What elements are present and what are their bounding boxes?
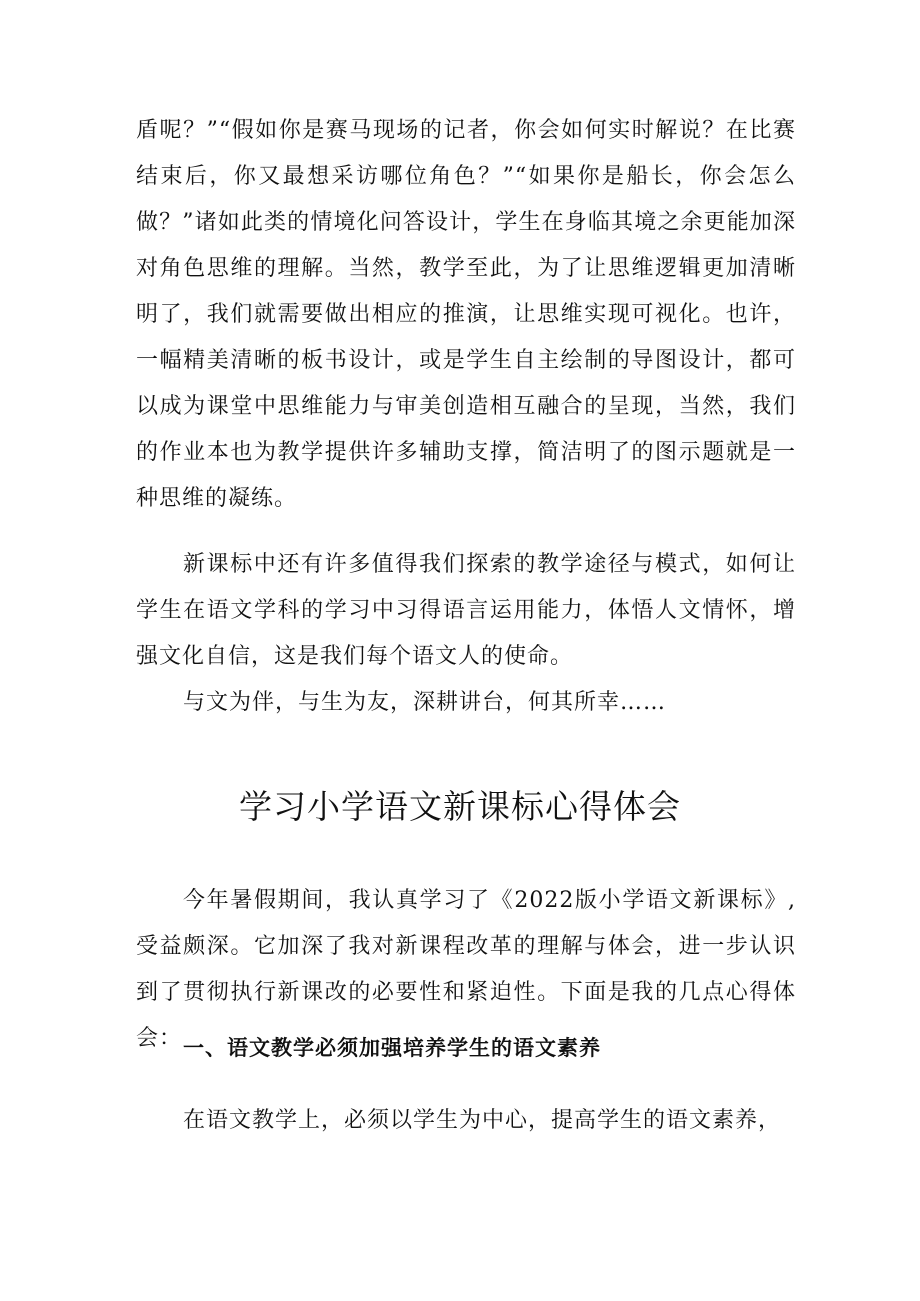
closing-line: 与文为伴，与生为友，深耕讲台，何其所幸…… xyxy=(183,690,667,715)
paragraph-new-curriculum: 新课标中还有许多值得我们探索的教学途径与模式，如何让学生在语文学科的学习中习得语言运用能力，体悟人文情怀，增强文化自信，这是我们每个语文人的使命。 xyxy=(136,552,796,669)
intro-paragraph: 今年暑假期间，我认真学习了《2022版小学语文新课标》,受益颇深。它加深了我对新课程改革的理解与体会，进一步认识到了贯彻执行新课改的必要性和紧迫性。下面是我的几点心得体会： xyxy=(136,888,796,1051)
article-title: 学习小学语文新课标心得体会 xyxy=(239,787,681,826)
section-heading-1: 一、语文教学必须加强培养学生的语文素养 xyxy=(183,1036,601,1060)
paragraph-continuation: 盾呢？”“假如你是赛马现场的记者，你会如何实时解说？在比赛结束后，你又最想采访哪位角色？”“如果你是船长，你会怎么做？”诸如此类的情境化问答设计，学生在身临其境之余更能加深对角色思维的理解。当然，教学至此，为了让思维逻辑更加清晰明了，我们就需要做出相应的推演，让思维实现可视化。也许，一幅精美清晰的板书设计，或是学生自主绘制的导图设计，都可以成为课堂中思维能力与审美创造相互融合的呈现，当然，我们的作业本也为教学提供许多辅助支撑，简洁明了的图示题就是一种思维的凝练。 xyxy=(136,118,796,511)
section1-paragraph: 在语文教学上，必须以学生为中心，提高学生的语文素养， xyxy=(183,1108,782,1133)
